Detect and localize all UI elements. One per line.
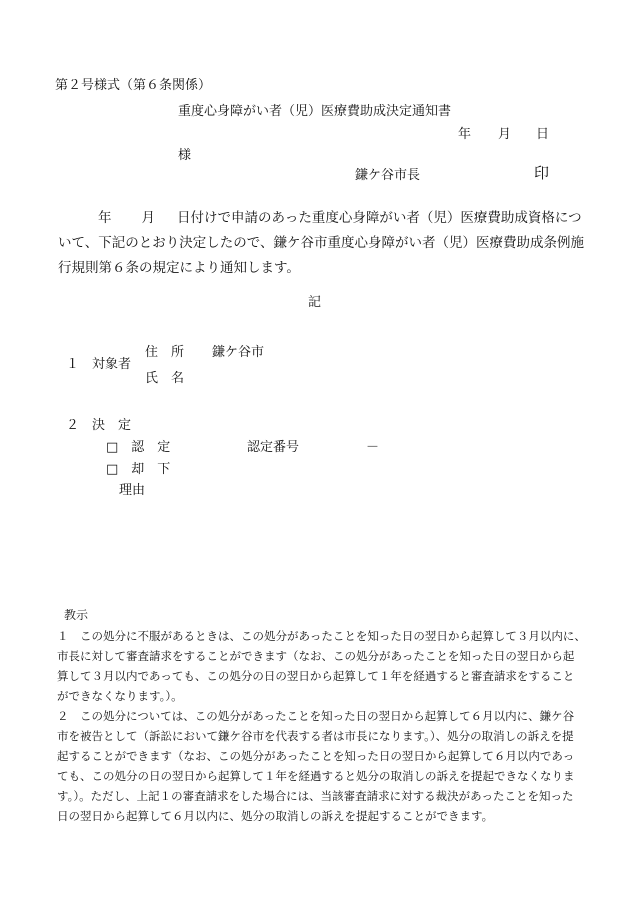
notice-line: 算して３月以内であっても、この処分の日の翌日から起算して１年を経過すると審査請求をすること [57,669,575,683]
notice-line: 日の翌日から起算して６月以内に、処分の取消しの訴えを提起することができます。 [57,809,494,823]
notice-line: ができなくなります。）。 [57,689,183,703]
reject-option: □ 却 下 [106,462,171,477]
address-label: 住 所 [145,345,185,360]
form-number: 第２号様式（第６条関係） [55,78,212,93]
document-title: 重度心身障がい者（児）医療費助成決定通知書 [178,104,452,119]
body-text [58,206,622,281]
body-line-2: いて、下記のとおり決定したので、鎌ケ谷市重度心身障がい者（児）医療費助成条例施 [58,235,584,251]
ki-heading: 記 [308,295,322,310]
notice-block [57,626,625,826]
body-line-1 [62,206,622,231]
date-month: 月 [498,127,512,142]
date-day: 日 [536,127,550,142]
section-2-label: ２ 決 定 [66,418,132,433]
cert-number-dash: － [366,440,380,455]
notice-line: ても、この処分の日の翌日から起算して１年を経過すると処分の取消しの訴えを提起できなくなりま [57,769,575,783]
addressee-suffix: 様 [178,148,192,163]
body-line-3: 行規則第６条の規定により通知します。 [58,260,300,276]
cert-number-label: 認定番号 [247,440,300,455]
notice-line: す。）。ただし、上記１の審査請求をした場合には、当該審査請求に対する裁決があったことを知った [57,789,574,803]
reason-label: 理由 [119,483,146,498]
seal-mark: 印 [534,164,550,182]
section-1-label: １ 対象者 [66,357,132,372]
body-line-1-text: 日付けで申請のあった重度心身障がい者（児）医療費助成資格につ [177,210,582,226]
notice-line: １ この処分に不服があるときは、この処分があったことを知った日の翌日から起算して３月以内に、 [57,629,586,643]
body-year: 年 [98,210,112,226]
issuer: 鎌ケ谷市長 [355,168,421,183]
body-month: 月 [141,210,155,226]
notice-line: ２ この処分については、この処分があったことを知った日の翌日から起算して６月以内に、鎌ケ谷 [57,709,575,723]
name-label: 氏 名 [145,371,185,386]
notice-line: 起することができます（なお、この処分があったことを知った日の翌日から起算して６月以内であっ [57,749,575,763]
notice-line: 市長に対して審査請求をすることができます（なお、この処分があったことを知った日の翌日から起 [57,649,575,663]
address-value: 鎌ケ谷市 [212,345,265,360]
notice-heading: 教示 [64,608,89,622]
date-year: 年 [458,127,472,142]
notice-line: 市を被告として（訴訟において鎌ケ谷市を代表する者は市長になります。）、処分の取消しの訴えを提 [57,729,574,743]
approve-option: □ 認 定 [106,440,171,455]
